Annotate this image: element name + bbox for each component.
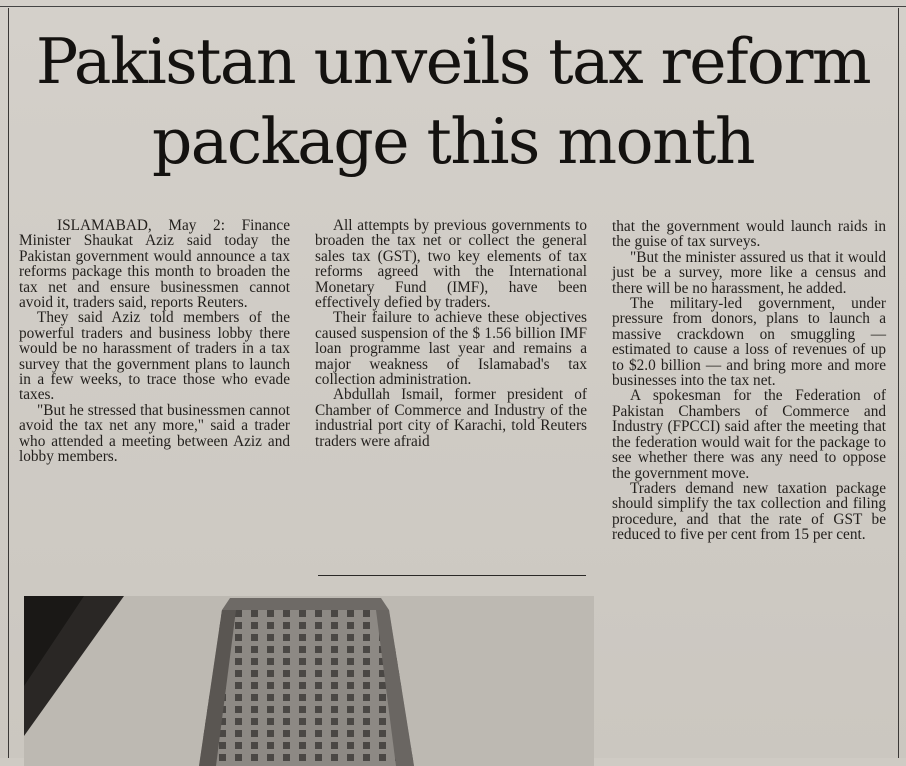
headline-line-1: Pakistan unveils tax reform	[35, 25, 871, 98]
article-paragraph: All attempts by previous governments to broaden the tax net or collect the general sales tax (GST), two key elements of tax reforms agreed with the International Monetary Fund (IMF), have been effectively defied by traders.	[315, 217, 587, 312]
article-paragraph: They said Aziz told members of the powerful traders and business lobby there would be no harassment of traders in a tax survey that the government plans to launch in a few weeks, to trace those who evade taxes.	[19, 309, 290, 404]
article-paragraph: "But the minister assured us that it would just be a survey, more like a census and there will be no harassment, he added.	[612, 248, 886, 297]
article-column-2	[315, 218, 587, 449]
building-photo	[24, 596, 594, 766]
article-paragraph: Abdullah Ismail, former president of Chamber of Commerce and Industry of the industrial port city of Karachi, told Reuters traders were afraid	[315, 386, 587, 450]
top-border-rule	[0, 6, 906, 7]
article-paragraph: "But he stressed that businessmen cannot avoid the tax net any more," said a trader who attended a meeting between Aziz and lobby members.	[19, 401, 290, 466]
headline-line-2: package this month	[151, 105, 755, 178]
article-paragraph: The military-led government, under pressure from donors, plans to launch a massive crackdown on smuggling — estimated to cause a loss of revenues of up to $2.0 billion — and bring more and more businesses into the tax net.	[612, 295, 886, 390]
article-paragraph: A spokesman for the Federation of Pakistan Chambers of Commerce and Industry (FPCCI) said after the meeting that the federation would wait for the package to see whether there was any need to oppose the government move.	[612, 387, 886, 482]
article-paragraph: ISLAMABAD, May 2: Finance Minister Shaukat Aziz said today the Pakistan government would announce a tax reforms package this month to broaden the tax net and ensure businessmen cannot avoid it, traders said, reports Reuters.	[19, 217, 290, 312]
article-column-3	[612, 219, 886, 543]
article-paragraph: Their failure to achieve these objectives caused suspension of the $ 1.56 billion IMF loan programme last year and remains a major weakness of Islamabad's tax collection administration.	[315, 309, 587, 389]
left-border-rule	[8, 8, 9, 758]
right-border-rule	[898, 8, 899, 758]
tower-photo-graphic	[24, 596, 594, 766]
article-paragraph: Traders demand new taxation package should simplify the tax collection and filing procedure, and that the rate of GST be reduced to five per cent from 15 per cent.	[612, 479, 886, 544]
headline	[18, 22, 888, 182]
column-divider-rule	[318, 575, 586, 576]
article-column-1	[19, 218, 290, 465]
article-paragraph: that the government would launch raids in the guise of tax surveys.	[612, 218, 886, 251]
